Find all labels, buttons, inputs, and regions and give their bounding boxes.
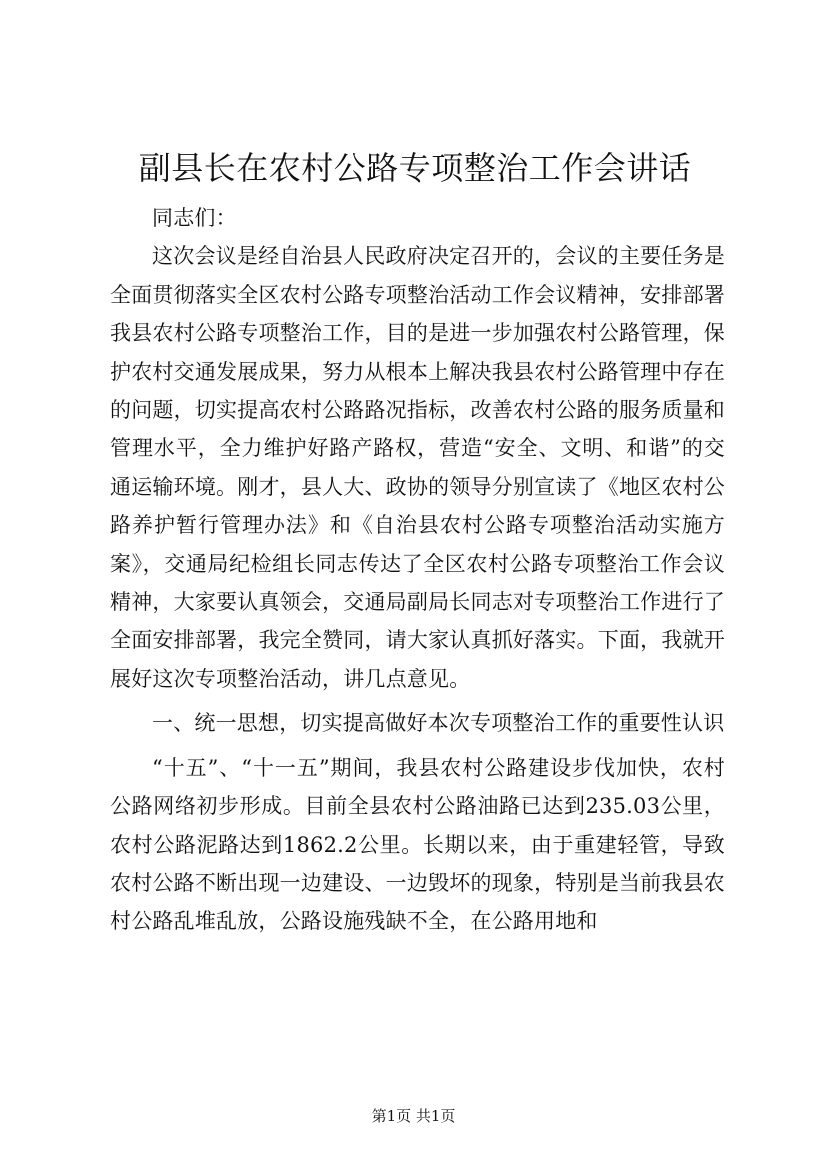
document-title: 副县长在农村公路专项整治工作会讲话 [138, 149, 692, 187]
body-paragraph: “十五”、“十一五”期间，我县农村公路建设步伐加快，农村公路网络初步形成。目前全县农村公路油路已达到235.03公里，农村公路泥路达到1862.2公里。长期以来，由于重建轻管，导致农村公路不断出现一边建设、一边毁坏的现象，特别是当前我县农村公路乱堆乱放，公路设施残缺不全，在公路用地和 [110, 755, 725, 934]
document-body [110, 199, 725, 941]
section-heading: 一、统一思想，切实提高做好本次专项整治工作的重要性认识 [152, 711, 725, 736]
body-paragraph: 这次会议是经自治县人民政府决定召开的，会议的主要任务是全面贯彻落实全区农村公路专项整治活动工作会议精神，安排部署我县农村公路专项整治工作，目的是进一步加强农村公路管理，保护农村交通发展成果，努力从根本上解决我县农村公路管理中存在的问题，切实提高农村公路路况指标，改善农村公路的服务质量和管理水平，全力维护好路产路权，营造“安全、文明、和谐”的交通运输环境。刚才，县人大、政协的领导分别宣读了《地区农村公路养护暂行管理办法》和《自治县农村公路专项整治活动实施方案》，交通局纪检组长同志传达了全区农村公路专项整治工作会议精神，大家要认真领会，交通局副局长同志对专项整治工作进行了全面安排部署，我完全赞同，请大家认真抓好落实。下面，我就开展好这次专项整治活动，讲几点意见。 [110, 244, 725, 691]
page-footer: 第1页 共1页 [371, 1107, 456, 1125]
salutation: 同志们： [152, 206, 237, 230]
